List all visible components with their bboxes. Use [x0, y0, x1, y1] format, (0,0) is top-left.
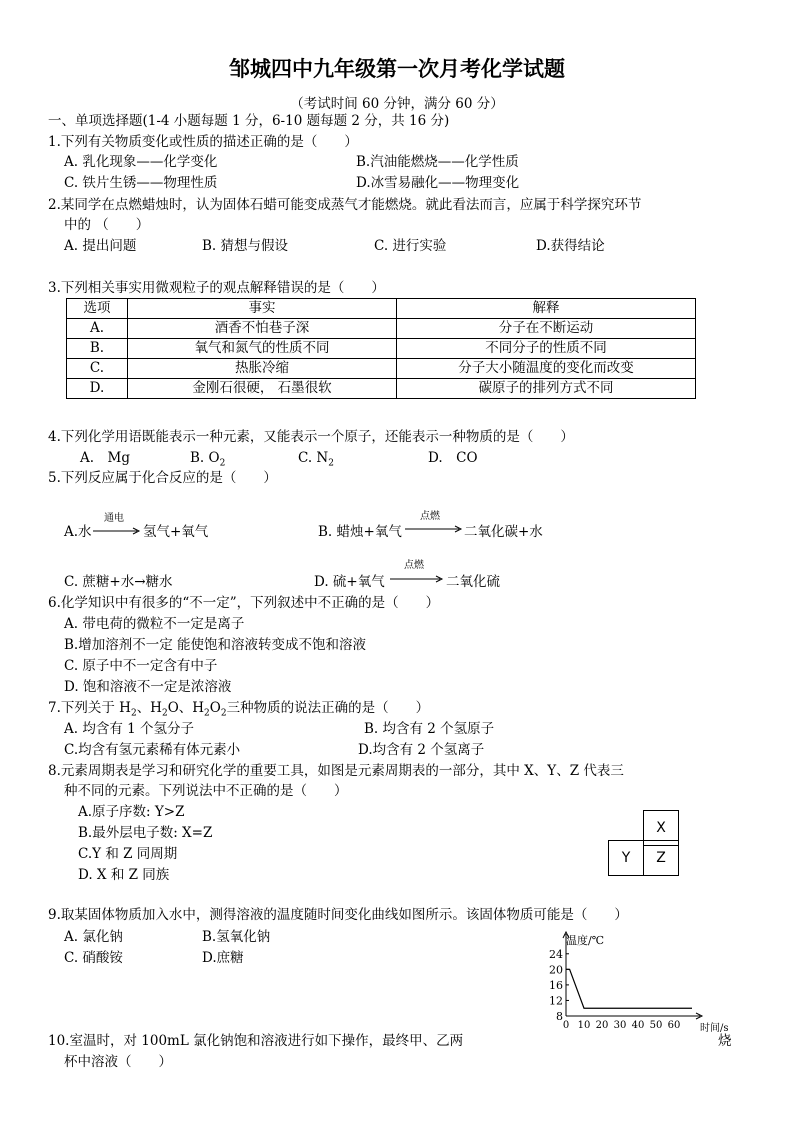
y-tick-label: 20 — [549, 963, 563, 977]
q5-d-left: D. 硫+氧气 — [314, 574, 385, 590]
q5-option-c: C. 蔗糖+水→糖水 — [64, 574, 173, 590]
q5-a-condition: 通电 — [104, 513, 124, 524]
reaction-arrow-icon — [390, 574, 446, 584]
q4-stem: 4.下列化学用语既能表示一种元素，又能表示一个原子，还能表示一种物质的是（ ） — [48, 429, 574, 445]
q7-option-a: A. 均含有 1 个氢分子 — [64, 721, 195, 737]
periodic-cell-y: Y — [608, 840, 644, 876]
q6-option-c: C. 原子中不一定含有中子 — [64, 658, 218, 674]
y-tick-label: 24 — [549, 947, 563, 961]
q5-b-right: 二氧化碳+水 — [464, 524, 543, 540]
q5-a-left: A.水 — [64, 524, 92, 540]
x-tick-label: 40 — [631, 1020, 645, 1031]
q5-b-left: B. 蜡烛+氧气 — [318, 524, 402, 540]
q3-table — [66, 298, 696, 399]
table-header: 选项 — [67, 299, 128, 319]
table-cell: C. — [67, 359, 128, 379]
table-row — [67, 379, 696, 399]
q4-option-c: C. $N_2$ — [298, 450, 334, 469]
table-cell: 分子大小随温度的变化而改变 — [397, 359, 696, 379]
q4-option-b: B. $O_2$ — [190, 450, 226, 469]
q9-option-d: D.庶糖 — [202, 950, 244, 966]
q4-option-a: A. Mg — [80, 450, 131, 466]
exam-title: 邹城四中九年级第一次月考化学试题 — [229, 56, 565, 81]
temperature-chart — [530, 928, 729, 1034]
q1-option-b: B.汽油能燃烧——化学性质 — [356, 154, 519, 170]
q2-option-c: C. 进行实验 — [374, 238, 447, 254]
table-cell: 氧气和氮气的性质不同 — [128, 339, 397, 359]
q2-stem-line1: 2.某同学在点燃蜡烛时，认为固体石蜡可能变成蒸气才能燃烧。就此看法而言，应属于科学探究环节 — [48, 197, 642, 213]
q5-stem: 5.下列反应属于化合反应的是（ ） — [48, 470, 277, 486]
table-cell: 分子在不断运动 — [397, 319, 696, 339]
q9-option-c: C. 硝酸铵 — [64, 950, 123, 966]
q9-option-b: B.氢氧化钠 — [202, 929, 271, 945]
table-cell: 酒香不怕巷子深 — [128, 319, 397, 339]
q1-option-d: D.冰雪易融化——物理变化 — [356, 175, 520, 191]
q8-stem-line1: 8.元素周期表是学习和研究化学的重要工具，如图是元素周期表的一部分，其中 X、Y、Z 代表三 — [48, 763, 624, 779]
q6-option-a: A. 带电荷的微粒不一定是离子 — [64, 616, 245, 632]
q2-option-b: B. 猜想与假设 — [202, 238, 289, 254]
table-cell: A. — [67, 319, 128, 339]
temperature-line — [566, 969, 692, 1008]
x-tick-label: 50 — [649, 1020, 663, 1031]
table-cell: B. — [67, 339, 128, 359]
q7-option-d: D.均含有 2 个氢离子 — [358, 742, 485, 758]
q8-option-c: C.Y 和 Z 同周期 — [78, 846, 178, 862]
exam-subtitle: （考试时间 60 分钟，满分 60 分） — [290, 96, 504, 112]
q6-stem: 6.化学知识中有很多的“不一定”，下列叙述中不正确的是（ ） — [48, 595, 440, 611]
q9-stem: 9.取某固体物质加入水中，测得溶液的温度随时间变化曲线如图所示。该固体物质可能是（ ） — [48, 907, 628, 923]
q9-option-a: A. 氯化钠 — [64, 929, 123, 945]
x-tick-label: 20 — [595, 1020, 609, 1031]
q8-option-b: B.最外层电子数: X=Z — [78, 825, 213, 841]
q4-option-d: D. CO — [428, 450, 478, 466]
q2-option-d: D.获得结论 — [536, 238, 605, 254]
x-tick-label: 60 — [667, 1020, 681, 1031]
q10-stem-line1: 10.室温时，对 100mL 氯化钠饱和溶液进行如下操作，最终甲、乙两 — [48, 1033, 464, 1049]
q1-option-a: A. 乳化现象——化学变化 — [64, 154, 218, 170]
q6-option-d: D. 饱和溶液不一定是浓溶液 — [64, 679, 232, 695]
y-tick-label: 12 — [549, 994, 563, 1008]
table-cell: 碳原子的排列方式不同 — [397, 379, 696, 399]
table-header: 事实 — [128, 299, 397, 319]
table-cell: 不同分子的性质不同 — [397, 339, 696, 359]
table-cell: 金刚石很硬， 石墨很软 — [128, 379, 397, 399]
q3-stem: 3.下列相关事实用微观粒子的观点解释错误的是（ ） — [48, 280, 385, 296]
q8-stem-line2: 种不同的元素。下列说法中不正确的是（ ） — [64, 783, 348, 799]
q1-stem: 1.下列有关物质变化或性质的描述正确的是（ ） — [48, 134, 358, 150]
q7-option-b: B. 均含有 2 个氢原子 — [364, 721, 495, 737]
section-heading: 一、单项选择题(1-4 小题每题 1 分，6-10 题每题 2 分，共 16 分) — [48, 113, 450, 129]
table-row — [67, 319, 696, 339]
q8-option-a: A.原子序数: Y>Z — [78, 804, 185, 820]
q1-option-c: C. 铁片生锈——物理性质 — [64, 175, 218, 191]
table-row — [67, 359, 696, 379]
y-tick-label: 8 — [556, 1010, 563, 1023]
q6-option-b: B.增加溶剂不一定 能使饱和溶液转变成不饱和溶液 — [64, 637, 367, 653]
q10-stem-tail: 烧 — [718, 1033, 732, 1049]
reaction-arrow-icon — [93, 526, 143, 536]
y-tick-label: 16 — [549, 978, 563, 992]
q5-b-condition: 点燃 — [420, 511, 440, 522]
table-cell: D. — [67, 379, 128, 399]
table-header: 解释 — [397, 299, 696, 319]
x-tick-label: 0 — [562, 1020, 570, 1031]
q7-stem: 7.下列关于 $H_2$、$H_2O$、$H_2O_2$三种物质的说法正确的是（ ） — [48, 700, 430, 719]
reaction-arrow-icon — [405, 524, 465, 534]
periodic-cell-z: Z — [643, 840, 679, 876]
table-row — [67, 339, 696, 359]
periodic-cell-x: X — [643, 810, 679, 846]
q5-a-right: 氢气+氧气 — [143, 524, 209, 540]
x-tick-label: 30 — [613, 1020, 627, 1031]
y-axis-label: 温度/℃ — [566, 934, 605, 947]
q2-option-a: A. 提出问题 — [64, 238, 137, 254]
q5-d-right: 二氧化硫 — [446, 574, 500, 590]
x-axis-label: 时间/s — [700, 1023, 729, 1034]
table-cell: 热胀冷缩 — [128, 359, 397, 379]
q10-stem-line2: 杯中溶液（ ） — [64, 1054, 172, 1070]
q2-stem-line2: 中的 （ ） — [64, 217, 150, 233]
q5-d-condition: 点燃 — [404, 560, 424, 571]
x-tick-label: 10 — [577, 1020, 591, 1031]
q7-option-c: C.均含有氢元素稀有体元素小 — [64, 742, 241, 758]
q8-option-d: D. X 和 Z 同族 — [78, 867, 170, 883]
table-header-row — [67, 299, 696, 319]
